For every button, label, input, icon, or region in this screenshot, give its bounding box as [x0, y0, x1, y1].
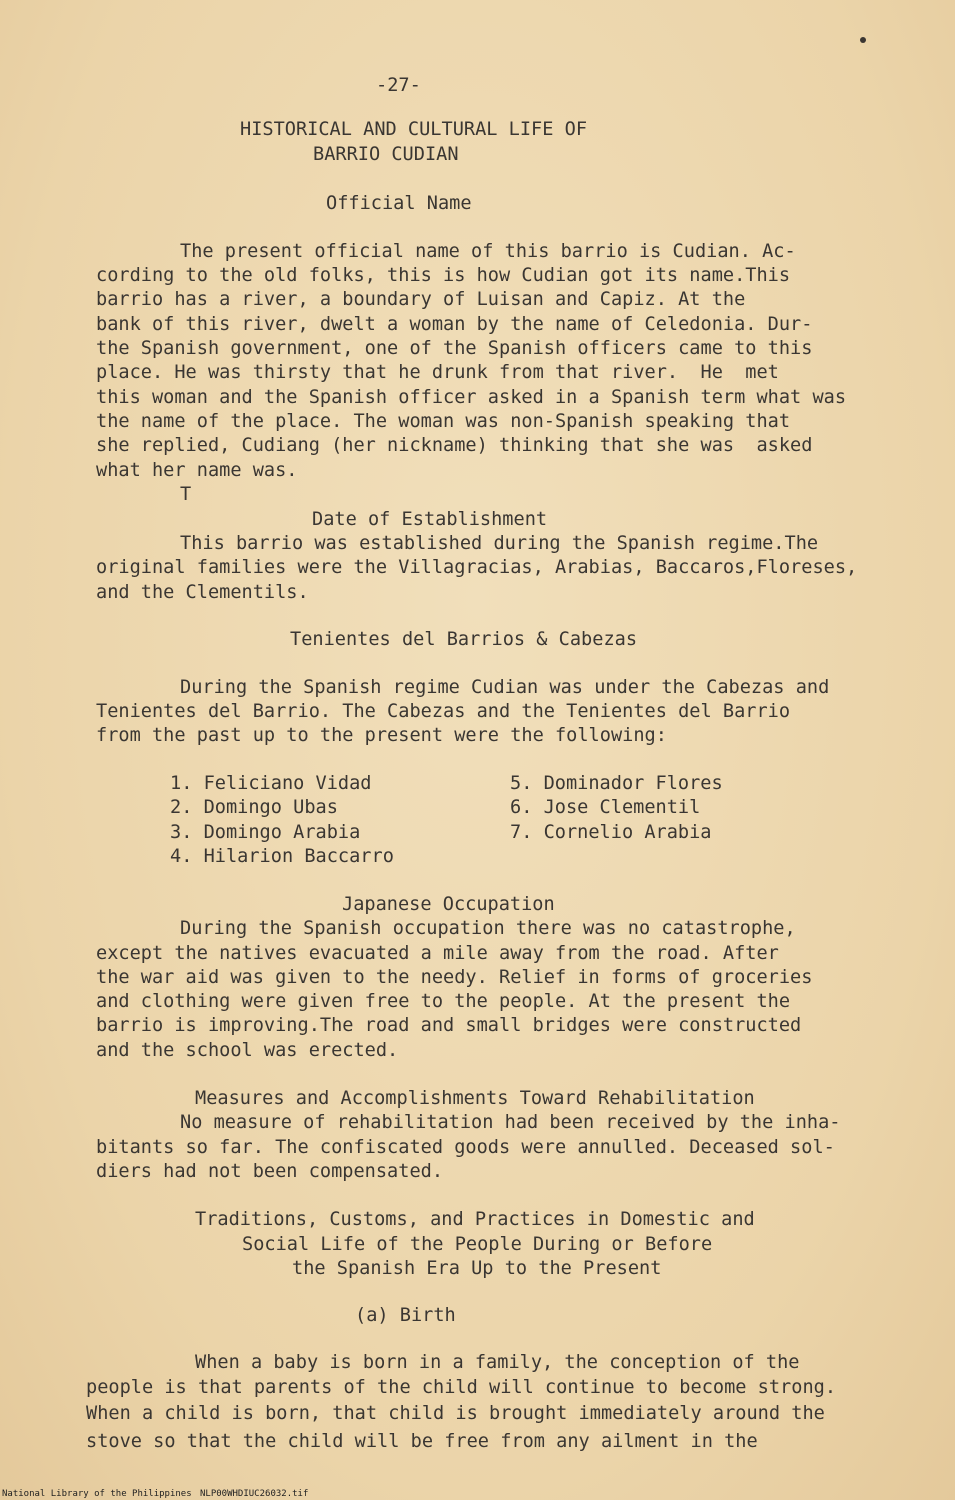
paragraph-line: and the school was erected.	[96, 1040, 399, 1061]
paragraph-line: cording to the old folks, this is how Cudian got its name.This	[96, 265, 791, 286]
ink-speck	[860, 37, 866, 43]
paragraph-line: and the Clementils.	[96, 582, 309, 603]
stray-typed-mark: T	[180, 484, 192, 505]
footer-file-name: NLP00WHDIUC26032.tif	[200, 1489, 309, 1499]
document-title-line-2: BARRIO CUDIAN	[313, 144, 459, 165]
paragraph-line: place. He was thirsty that he drunk from that river. He met	[96, 362, 779, 383]
paragraph-line: barrio has a river, a boundary of Luisan and Capiz. At the	[96, 289, 746, 310]
paragraph-line: During the Spanish occupation there was no catastrophe,	[180, 918, 796, 939]
paragraph-line: this woman and the Spanish officer asked in a Spanish term what was	[96, 387, 847, 408]
paragraph-line: the Spanish government, one of the Spanish officers came to this	[96, 338, 813, 359]
subheading-birth: (a) Birth	[355, 1305, 456, 1326]
list-item: 1. Feliciano Vidad	[170, 773, 372, 794]
paragraph-line: the war aid was given to the needy. Relief in forms of groceries	[96, 967, 813, 988]
paragraph-line: original families were the Villagracias, Arabias, Baccaros,Floreses,	[96, 557, 858, 578]
paragraph-line: people is that parents of the child will continue to become strong.	[86, 1377, 837, 1398]
section-heading-traditions: the Spanish Era Up to the Present	[292, 1258, 662, 1279]
paragraph-line: except the natives evacuated a mile away from the road. After	[96, 943, 779, 964]
section-heading-measures: Measures and Accomplishments Toward Rehabilitation	[195, 1088, 755, 1109]
list-item: 3. Domingo Arabia	[170, 822, 361, 843]
paragraph-line: bank of this river, dwelt a woman by the name of Celedonia. Dur-	[96, 314, 813, 335]
section-heading-traditions: Social Life of the People During or Before	[242, 1234, 713, 1255]
paragraph-line: The present official name of this barrio is Cudian. Ac-	[180, 241, 796, 262]
list-item: 7. Cornelio Arabia	[510, 822, 712, 843]
document-title-line-1: HISTORICAL AND CULTURAL LIFE OF	[240, 119, 588, 140]
section-heading-establishment: Date of Establishment	[312, 509, 548, 530]
section-heading-official-name: Official Name	[326, 193, 472, 214]
page-number: -27-	[376, 75, 421, 96]
paragraph-line: she replied, Cudiang (her nickname) thinking that she was asked	[96, 435, 813, 456]
paragraph-line: This barrio was established during the Spanish regime.The	[180, 533, 819, 554]
paragraph-line: stove so that the child will be free from any ailment in the	[86, 1431, 758, 1452]
list-item: 2. Domingo Ubas	[170, 797, 338, 818]
paragraph-line: diers had not been compensated.	[96, 1161, 444, 1182]
list-item: 5. Dominador Flores	[510, 773, 723, 794]
paragraph-line: During the Spanish regime Cudian was under the Cabezas and	[180, 677, 830, 698]
footer-library-name: National Library of the Philippines	[2, 1489, 192, 1499]
list-item: 4. Hilarion Baccarro	[170, 846, 394, 867]
section-heading-traditions: Traditions, Customs, and Practices in Domestic and	[195, 1209, 755, 1230]
paragraph-line: barrio is improving.The road and small bridges were constructed	[96, 1015, 802, 1036]
paragraph-line: what her name was.	[96, 460, 298, 481]
section-heading-tenientes: Tenientes del Barrios & Cabezas	[290, 629, 638, 650]
paragraph-line: Tenientes del Barrio. The Cabezas and the Tenientes del Barrio	[96, 701, 791, 722]
paragraph-line: When a baby is born in a family, the conception of the	[195, 1352, 800, 1373]
section-heading-japanese-occupation: Japanese Occupation	[342, 894, 555, 915]
list-item: 6. Jose Clementil	[510, 797, 701, 818]
paragraph-line: from the past up to the present were the following:	[96, 725, 667, 746]
paragraph-line: bitants so far. The confiscated goods were annulled. Deceased sol-	[96, 1137, 835, 1158]
paragraph-line: and clothing were given free to the people. At the present the	[96, 991, 791, 1012]
paragraph-line: No measure of rehabilitation had been received by the inha-	[180, 1112, 841, 1133]
paragraph-line: When a child is born, that child is brought immediately around the	[86, 1403, 825, 1424]
paragraph-line: the name of the place. The woman was non-Spanish speaking that	[96, 411, 791, 432]
